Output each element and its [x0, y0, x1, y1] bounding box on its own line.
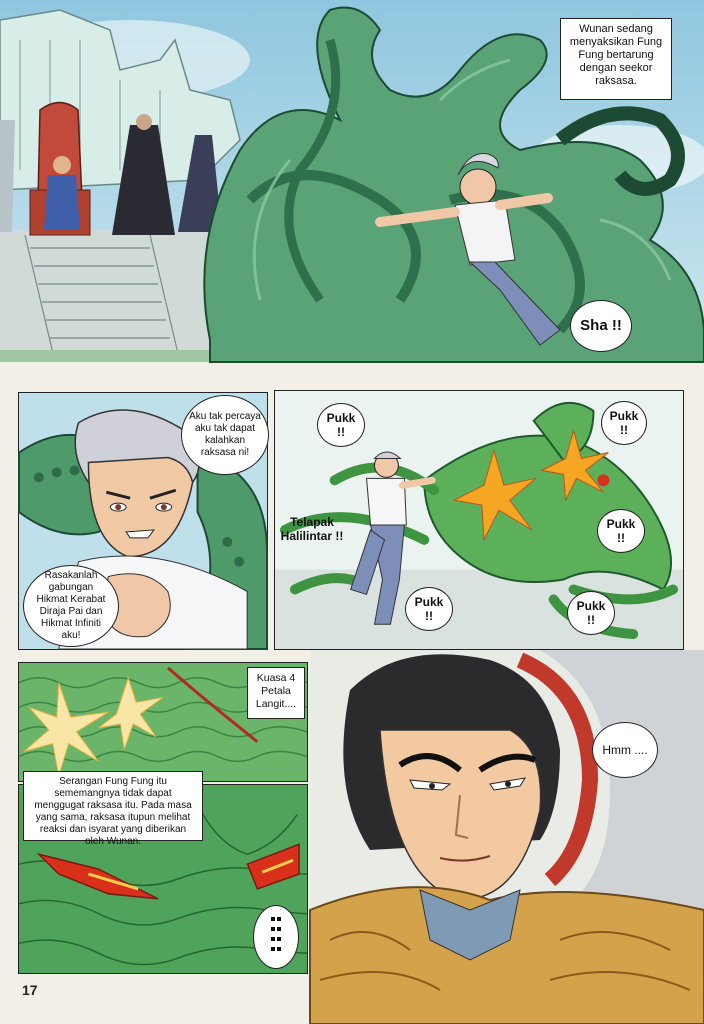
page-number: 17 [22, 982, 38, 998]
sound-effect-pukk-3: Pukk !! [597, 509, 645, 553]
sound-effect-pukk-5: Pukk !! [567, 591, 615, 635]
sound-effect-pukk-1: Pukk !! [317, 403, 365, 447]
narration-caption: Wunan sedang menyaksikan Fung Fung bertarung dengan seekor raksasa. [560, 18, 672, 100]
technique-name-text: Telapak Halilintar !! [280, 515, 344, 543]
speech-bubble-technique: Rasakanlah gabungan Hikmat Kerabat Diraja Pai dan Hikmat Infiniti aku! [23, 565, 119, 647]
sound-effect-pukk-4: Pukk !! [405, 587, 453, 631]
ellipsis-bubble [253, 905, 299, 969]
panel-attack [274, 390, 684, 650]
ellipsis-dots-icon [270, 915, 282, 959]
power-caption: Kuasa 4 Petala Langit.... [247, 667, 305, 719]
narration-caption-reaction: Serangan Fung Fung itu sememangnya tidak dapat menggugat raksasa itu. Pada masa yang sama, raksasa itupun melihat reaksi dan isyarat yang diberikan oleh Wunan. [23, 771, 203, 841]
speech-bubble-hmm: Hmm .... [592, 722, 658, 778]
panel-top-castle [0, 0, 704, 362]
sound-effect-pukk-2: Pukk !! [601, 401, 647, 445]
panel-wunan-closeup [310, 650, 704, 1024]
panel-monster-eyes [18, 776, 308, 974]
sound-effect-sha: Sha !! [570, 300, 632, 352]
speech-bubble-disbelief: Aku tak percaya aku tak dapat kalahkan raksasa ni! [181, 395, 269, 475]
panel-power-sparks [18, 662, 308, 782]
wunan-face-illustration [310, 650, 704, 1024]
panel-hero-closeup [18, 392, 268, 650]
